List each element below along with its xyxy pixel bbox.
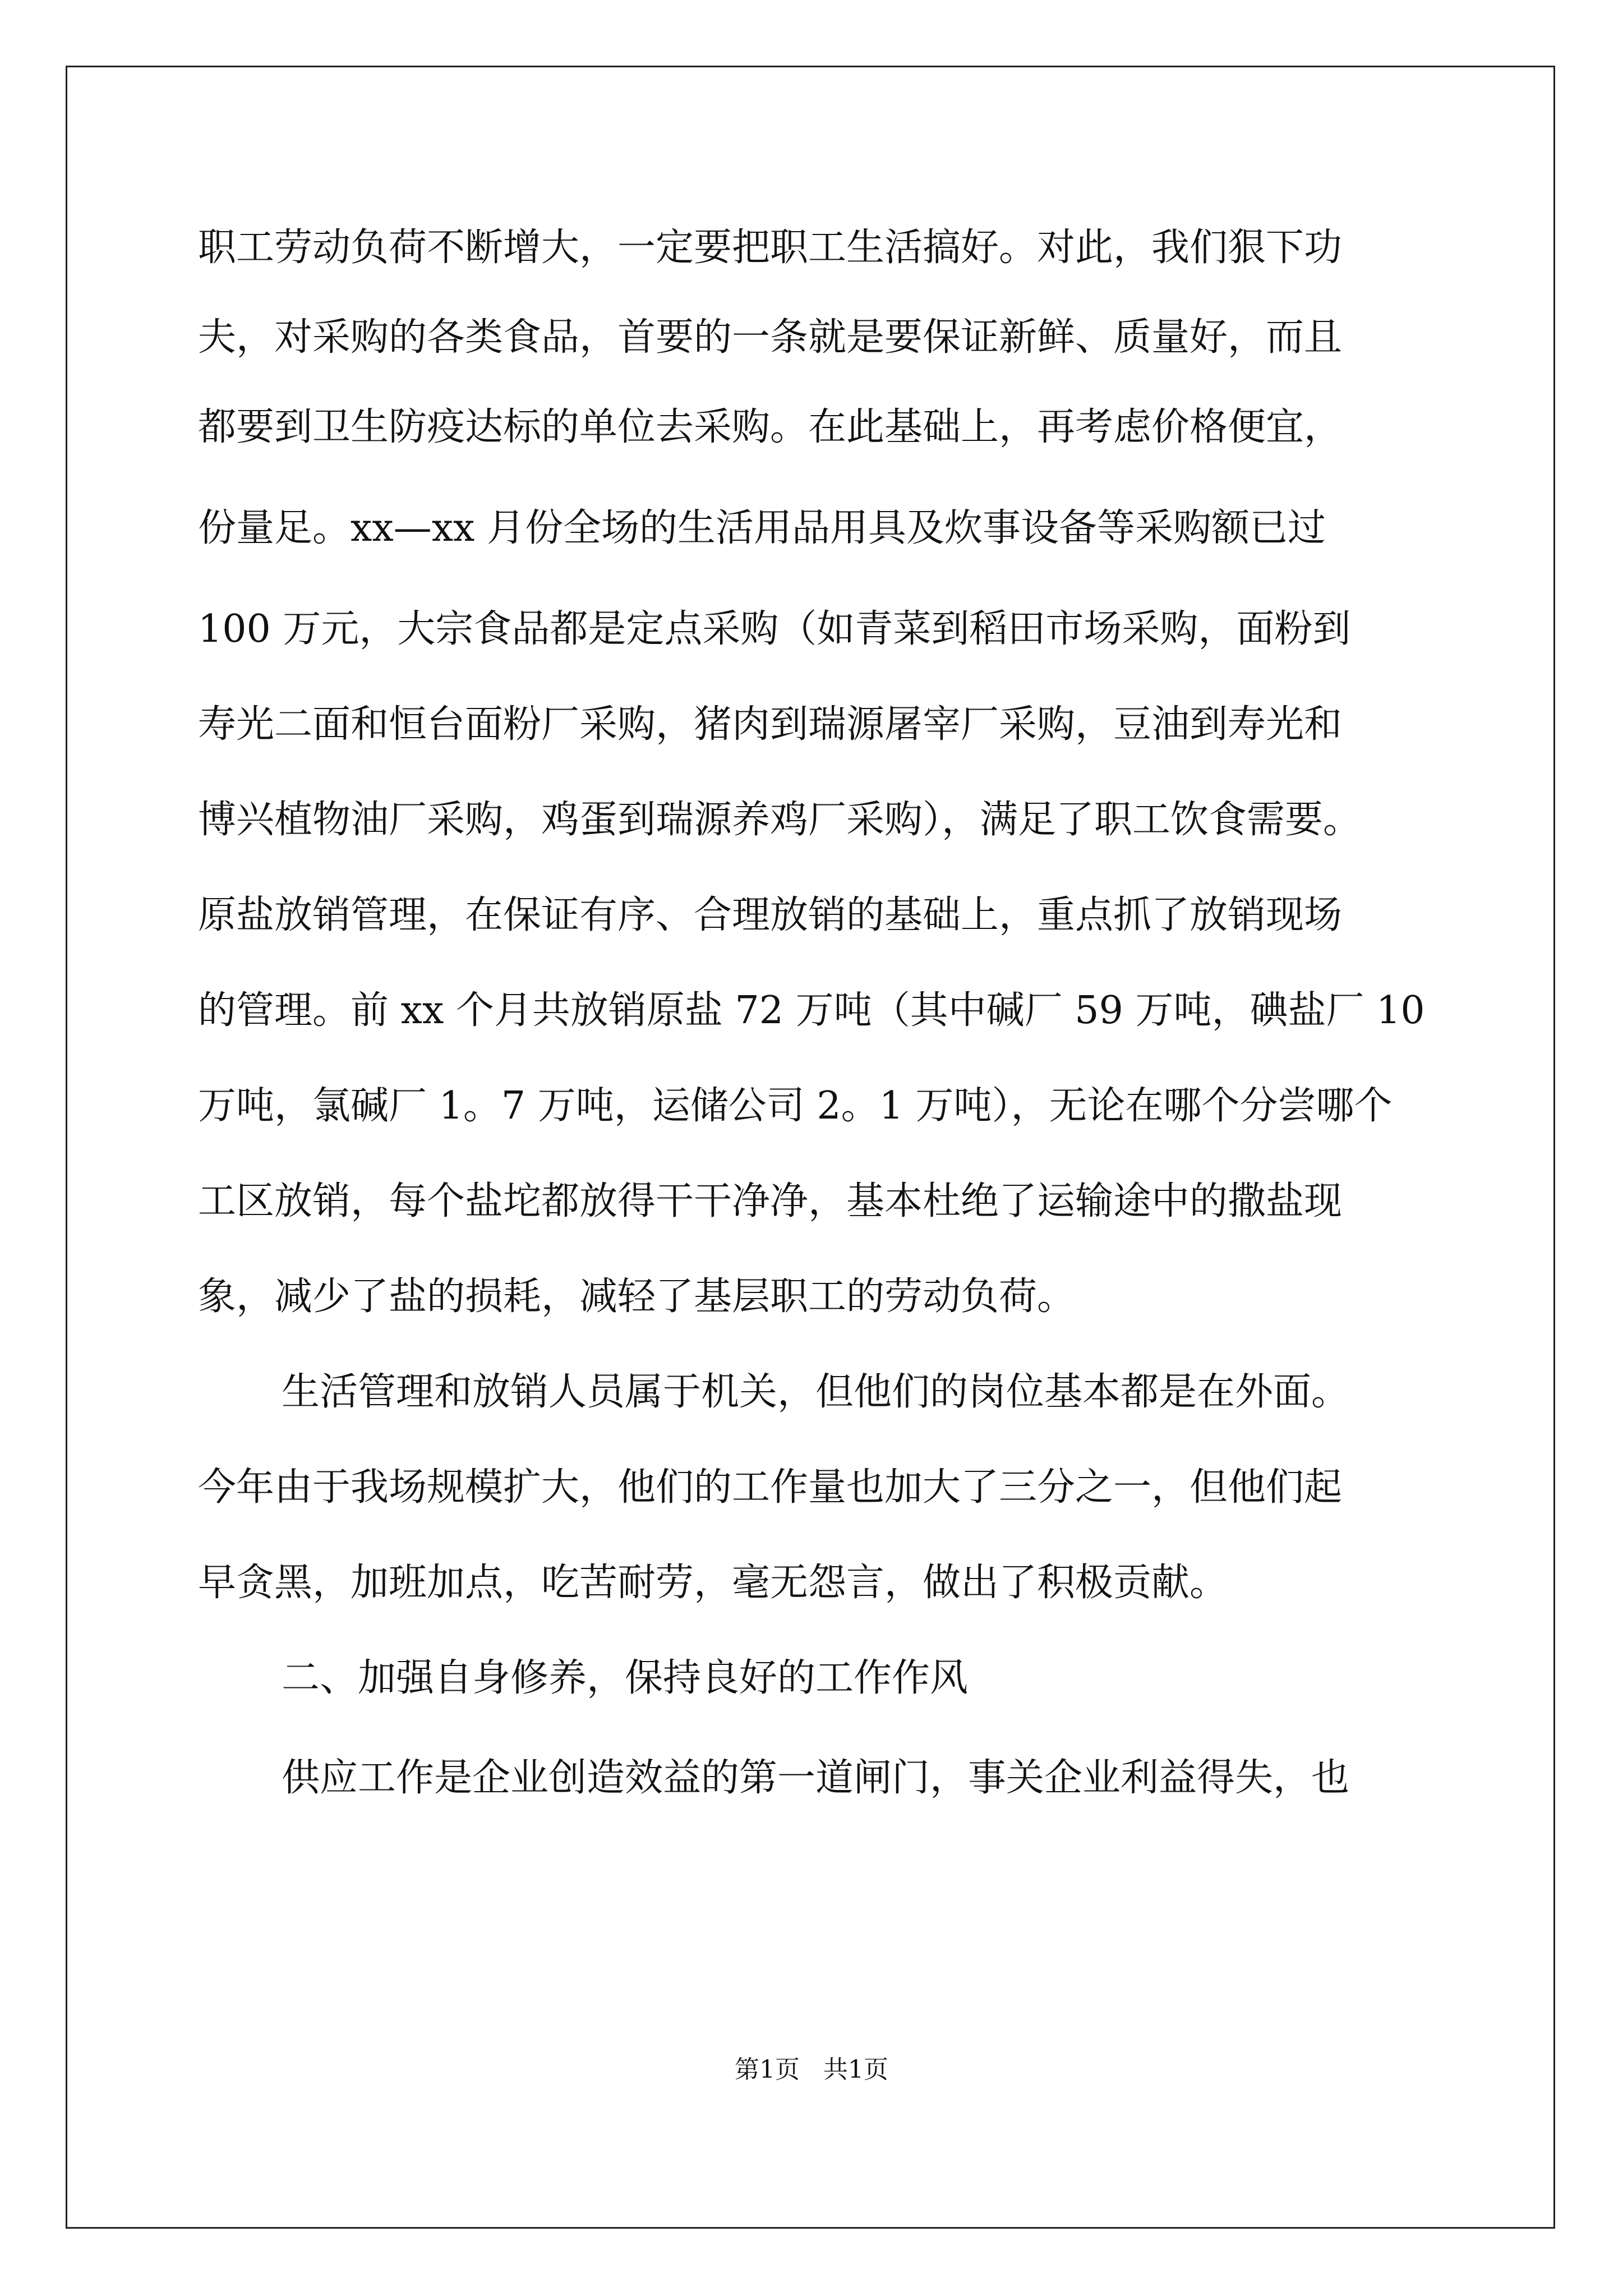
text-line: 早贪黑，加班加点，吃苦耐劳，毫无怨言，做出了积极贡献。: [198, 1561, 1228, 1605]
text-line: 象，减少了盐的损耗，减轻了基层职工的劳动负荷。: [198, 1274, 1076, 1319]
text-line: 的管理。前 xx 个月共放销原盐 72 万吨（其中碱厂 59 万吨，碘盐厂 10: [198, 988, 1425, 1033]
page-footer: 第1页 共1页: [735, 2055, 888, 2084]
text-line: 万吨，氯碱厂 1。7 万吨，运储公司 2。1 万吨），无论在哪个分尝哪个: [198, 1084, 1393, 1128]
text-line: 夫，对采购的各类食品，首要的一条就是要保证新鲜、质量好，而且: [198, 315, 1343, 360]
text-line: 供应工作是企业创造效益的第一道闸门，事关企业利益得失，也: [282, 1756, 1350, 1800]
page-border: [66, 66, 1555, 2229]
text-line: 100 万元，大宗食品都是定点采购（如青菜到稻田市场采购，面粉到: [198, 607, 1351, 651]
text-line: 博兴植物油厂采购，鸡蛋到瑞源养鸡厂采购），满足了职工饮食需要。: [198, 798, 1362, 842]
text-line: 份量足。xx—xx 月份全场的生活用品用具及炊事设备等采购额已过: [198, 506, 1326, 550]
text-line: 今年由于我场规模扩大，他们的工作量也加大了三分之一，但他们起: [198, 1465, 1343, 1510]
text-line: 工区放销，每个盐坨都放得干干净净，基本杜绝了运输途中的撒盐现: [198, 1179, 1343, 1223]
text-line: 寿光二面和恒台面粉厂采购，猪肉到瑞源屠宰厂采购，豆油到寿光和: [198, 702, 1343, 747]
text-line: 职工劳动负荷不断增大，一定要把职工生活搞好。对此，我们狠下功: [198, 226, 1343, 270]
text-line: 原盐放销管理，在保证有序、合理放销的基础上，重点抓了放销现场: [198, 893, 1343, 937]
section-heading: 二、加强自身修养，保持良好的工作作风: [282, 1656, 969, 1700]
text-line: 都要到卫生防疫达标的单位去采购。在此基础上，再考虑价格便宜，: [198, 405, 1343, 449]
text-line: 生活管理和放销人员属于机关，但他们的岗位基本都是在外面。: [282, 1370, 1350, 1414]
